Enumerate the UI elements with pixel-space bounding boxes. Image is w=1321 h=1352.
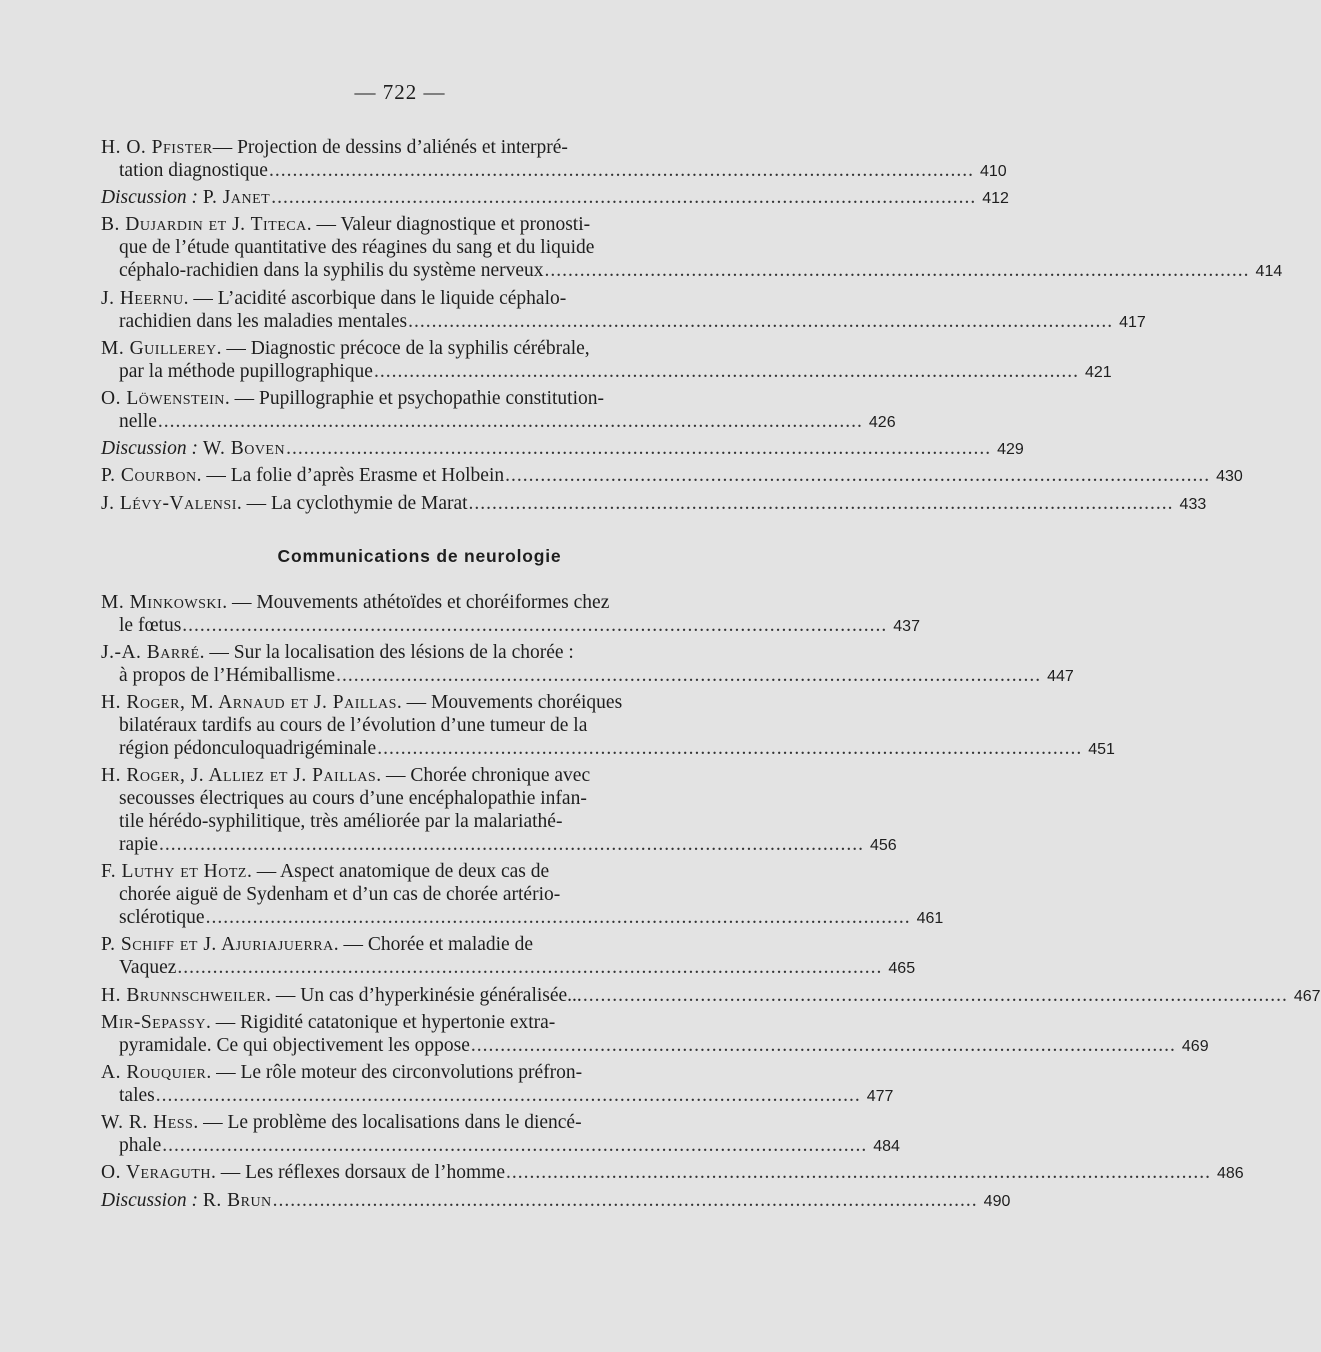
- entry-text: [119, 410, 157, 433]
- entry-title: rachidien dans les maladies mentales: [119, 310, 408, 332]
- entry-title: phale: [119, 1135, 162, 1157]
- leader-dots: ........................................................................................................................: [271, 187, 977, 209]
- entry-title: . — Rigidité catatonique et hypertonie extra-: [206, 1011, 556, 1033]
- leader-dots: ........................................................................................................................: [468, 492, 1174, 514]
- leader-dots: ........................................................................................................................: [182, 614, 888, 636]
- entry-line: [101, 933, 738, 956]
- entry-page-number: 437: [893, 617, 920, 635]
- entry-text: [119, 664, 335, 687]
- leader-dots: ........................................................................................................................: [582, 984, 1288, 1006]
- discussion-label: Discussion :: [101, 438, 203, 460]
- toc-entry: [101, 764, 897, 857]
- entry-author: A. Rouquier: [101, 1062, 207, 1083]
- entry-author: B. Dujardin et J. Titeca: [101, 214, 307, 236]
- toc-entry: [101, 213, 1283, 283]
- entry-title: chorée aiguë de Sydenham et d’un cas de chorée artério-: [119, 884, 561, 906]
- entry-author: W. R. Hess: [101, 1112, 194, 1134]
- toc-entry: [101, 437, 1024, 461]
- entry-line: [101, 1111, 738, 1134]
- toc-entry: [101, 287, 1146, 334]
- entry-text: [101, 1161, 505, 1184]
- entry-line: [101, 1084, 894, 1108]
- entry-line: [101, 737, 1115, 761]
- entry-page-number: 477: [866, 1088, 894, 1105]
- entry-title: céphalo-rachidien dans la syphilis du système nerveux: [119, 260, 544, 282]
- entry-title: . — L’acidité ascorbique dans le liquide céphalo-: [183, 287, 567, 309]
- entry-line: [101, 764, 738, 787]
- leader-dots: ........................................................................................................................: [336, 664, 1042, 686]
- entry-page-number: 430: [1216, 468, 1243, 486]
- entry-line: [101, 236, 738, 259]
- table-of-contents: [101, 136, 1321, 1216]
- discussant-name: R. Brun: [202, 1189, 272, 1211]
- entry-title: le fœtus: [119, 614, 182, 636]
- entry-author: J. Lévy-Valensi: [101, 492, 237, 514]
- entry-text: [119, 737, 376, 760]
- leader-dots: ........................................................................................................................: [544, 260, 1250, 282]
- entry-page-number: 490: [983, 1192, 1011, 1210]
- entry-line: [101, 810, 738, 833]
- entry-page-number: 414: [1255, 263, 1283, 281]
- toc-part-neurology: [101, 591, 1321, 1213]
- entry-title: pyramidale. Ce qui objectivement les oppose: [119, 1034, 470, 1056]
- leader-dots: ........................................................................................................................: [205, 907, 911, 929]
- entry-page-number: 467: [1293, 987, 1321, 1005]
- entry-line: [101, 360, 1112, 384]
- entry-author: P. Schiff et J. Ajuriajuerra: [101, 934, 334, 956]
- entry-line: [101, 310, 1146, 334]
- entry-author: J.-A. Barré: [101, 641, 200, 663]
- entry-line: [101, 833, 897, 857]
- entry-page-number: 469: [1181, 1037, 1209, 1055]
- leader-dots: ........................................................................................................................: [506, 1162, 1211, 1184]
- entry-author: P. Courbon: [101, 465, 197, 487]
- toc-entry: [101, 464, 1243, 488]
- entry-title: . — Sur la localisation des lésions de la chorée :: [199, 641, 574, 663]
- toc-entry: [101, 337, 1112, 384]
- leader-dots: ........................................................................................................................: [155, 1085, 861, 1106]
- discussant-name: P. Janet: [202, 187, 271, 209]
- entry-title: . — Aspect anatomique de deux cas de: [246, 861, 550, 883]
- entry-text: [119, 956, 176, 979]
- entry-line: [101, 860, 738, 883]
- entry-line: [101, 591, 738, 614]
- toc-entry: [101, 691, 1115, 761]
- entry-line: [101, 464, 1243, 488]
- entry-author: H. Roger, J. Alliez et J. Paillas: [101, 765, 377, 787]
- leader-dots: ........................................................................................................................: [158, 834, 864, 856]
- entry-line: [101, 1011, 738, 1034]
- entry-page-number: 429: [997, 441, 1024, 459]
- entry-page-number: 461: [916, 910, 944, 928]
- entry-line: [101, 1161, 1244, 1185]
- entry-line: [101, 691, 738, 714]
- entry-author: J. Heernu: [101, 287, 184, 309]
- leader-dots: ........................................................................................................................: [286, 438, 992, 460]
- entry-line: [101, 883, 738, 906]
- leader-dots: ........................................................................................................................: [272, 1189, 978, 1211]
- entry-author: H. Brunnschweiler: [101, 984, 267, 1006]
- entry-text: [101, 492, 468, 515]
- entry-line: [101, 984, 1321, 1008]
- toc-entry: [101, 1061, 894, 1108]
- toc-entry: [101, 591, 920, 638]
- toc-entry: [101, 492, 1207, 516]
- entry-title: secousses électriques au cours d’une encéphalopathie infan-: [119, 788, 587, 810]
- discussant-name: W. Boven: [202, 438, 286, 460]
- entry-title: . — Pupillographie et psychopathie constitution-: [224, 387, 605, 409]
- leader-dots: ........................................................................................................................: [268, 160, 974, 181]
- entry-line: [101, 136, 738, 159]
- entry-title: . — Le rôle moteur des circonvolutions préfron-: [206, 1062, 583, 1083]
- entry-title: nelle: [119, 410, 157, 432]
- entry-page-number: 447: [1047, 667, 1074, 685]
- entry-title: . — Mouvements choréiques: [396, 691, 623, 713]
- entry-title: tile hérédo-syphilitique, très améliorée par la malariathé-: [119, 811, 563, 833]
- entry-text: [101, 1189, 272, 1212]
- entry-title: à propos de l’Hémiballisme: [119, 664, 336, 686]
- entry-title: . — Chorée et maladie de: [333, 934, 533, 956]
- entry-page-number: 484: [873, 1138, 900, 1156]
- entry-title: . — Valeur diagnostique et pronosti-: [306, 214, 591, 236]
- entry-line: [101, 1189, 1011, 1213]
- entry-line: [101, 159, 1007, 183]
- entry-title: sclérotique: [119, 907, 205, 929]
- entry-page-number: 433: [1179, 495, 1207, 513]
- entry-title: . — Chorée chronique avec: [376, 765, 591, 787]
- entry-title: . — Diagnostic précoce de la syphilis cérébrale,: [216, 337, 590, 359]
- entry-author: O. Veraguth: [101, 1162, 211, 1184]
- entry-page-number: 456: [869, 837, 897, 855]
- entry-text: [119, 833, 158, 856]
- entry-page-number: 417: [1119, 313, 1146, 331]
- leader-dots: ........................................................................................................................: [470, 1034, 1176, 1056]
- entry-author: M. Minkowski: [101, 591, 223, 613]
- toc-part-psychiatry: [101, 136, 1283, 516]
- entry-author: H. Roger, M. Arnaud et J. Paillas: [101, 691, 397, 713]
- toc-entry: [101, 860, 944, 930]
- entry-title: rapie: [119, 834, 158, 856]
- toc-entry: [101, 136, 1007, 183]
- entry-line: [101, 186, 1009, 210]
- entry-text: [119, 159, 268, 182]
- entry-text: [119, 1134, 161, 1157]
- entry-line: [101, 492, 1207, 516]
- toc-entry: [101, 1111, 900, 1158]
- leader-dots: ........................................................................................................................: [162, 1135, 868, 1157]
- toc-entry: [101, 1189, 1011, 1213]
- leader-dots: ........................................................................................................................: [177, 957, 883, 979]
- toc-entry: [101, 1161, 1244, 1185]
- entry-text: [119, 906, 205, 929]
- entry-title: . — La folie d’après Erasme et Holbein: [196, 465, 505, 487]
- entry-line: [101, 906, 944, 930]
- entry-line: [101, 387, 738, 410]
- entry-text: [119, 614, 181, 637]
- entry-line: [101, 1134, 900, 1158]
- entry-text: [101, 186, 270, 209]
- entry-author: Mir-Sepassy: [101, 1011, 207, 1033]
- entry-title: tales: [119, 1085, 155, 1106]
- toc-entry: [101, 984, 1321, 1008]
- toc-entry: [101, 387, 896, 434]
- entry-title: Vaquez: [119, 957, 177, 979]
- entry-page-number: 421: [1084, 363, 1112, 381]
- entry-line: [101, 641, 738, 664]
- entry-page-number: 451: [1088, 740, 1115, 758]
- toc-entry: [101, 1011, 1209, 1058]
- entry-title: — Projection de dessins d’aliénés et interpré-: [212, 137, 568, 158]
- toc-entry: [101, 641, 1074, 688]
- discussion-label: Discussion :: [101, 187, 203, 209]
- entry-title: bilatéraux tardifs au cours de l’évolution d’une tumeur de la: [119, 714, 588, 736]
- toc-entry: [101, 186, 1009, 210]
- entry-title: par la méthode pupillographique: [119, 360, 373, 382]
- entry-line: [101, 1061, 738, 1084]
- leader-dots: ........................................................................................................................: [373, 360, 1079, 382]
- entry-page-number: 486: [1217, 1165, 1244, 1183]
- entry-text: [119, 259, 544, 282]
- entry-title: tation diagnostique: [119, 160, 268, 181]
- entry-line: [101, 437, 1024, 461]
- leader-dots: ........................................................................................................................: [157, 410, 863, 432]
- entry-line: [101, 337, 738, 360]
- entry-title: . — Un cas d’hyperkinésie généralisée...: [266, 984, 582, 1006]
- entry-title: . — Mouvements athétoïdes et choréiformes chez: [222, 591, 610, 613]
- entry-author: M. Guillerey: [101, 337, 217, 359]
- entry-title: . — La cyclothymie de Marat: [236, 492, 468, 514]
- entry-text: [101, 437, 285, 460]
- entry-line: [101, 410, 896, 434]
- entry-line: [101, 956, 916, 980]
- entry-author: O. Löwenstein: [101, 387, 225, 409]
- leader-dots: ........................................................................................................................: [377, 737, 1083, 759]
- leader-dots: ........................................................................................................................: [408, 310, 1114, 332]
- entry-page-number: 412: [982, 190, 1009, 208]
- entry-line: [101, 1034, 1209, 1058]
- page-number: — 722 —: [354, 80, 446, 104]
- entry-line: [101, 287, 738, 310]
- entry-text: [119, 1034, 470, 1057]
- entry-author: H. O. Pfister: [101, 137, 213, 158]
- entry-text: [101, 984, 582, 1007]
- leader-dots: ........................................................................................................................: [505, 465, 1211, 487]
- entry-title: région pédonculoquadrigéminale: [119, 737, 377, 759]
- entry-line: [101, 664, 1074, 688]
- entry-line: [101, 213, 738, 236]
- entry-title: . — Le problème des localisations dans le diencé-: [193, 1112, 582, 1134]
- entry-title: que de l’étude quantitative des réagines du sang et du liquide: [119, 237, 595, 259]
- entry-line: [101, 787, 738, 810]
- entry-text: [119, 1084, 155, 1107]
- entry-text: [119, 310, 407, 333]
- entry-page-number: 410: [979, 163, 1007, 180]
- section-heading: Communications de neurologie: [277, 545, 562, 566]
- discussion-label: Discussion :: [101, 1189, 203, 1211]
- entry-page-number: 426: [868, 413, 896, 431]
- entry-text: [101, 464, 504, 487]
- entry-line: [101, 614, 920, 638]
- toc-entry: [101, 933, 916, 980]
- entry-line: [101, 259, 1283, 283]
- entry-line: [101, 714, 738, 737]
- entry-author: F. Luthy et Hotz: [101, 861, 247, 883]
- entry-title: . — Les réflexes dorsaux de l’homme: [210, 1162, 505, 1184]
- entry-page-number: 465: [888, 960, 916, 978]
- entry-text: [119, 360, 373, 383]
